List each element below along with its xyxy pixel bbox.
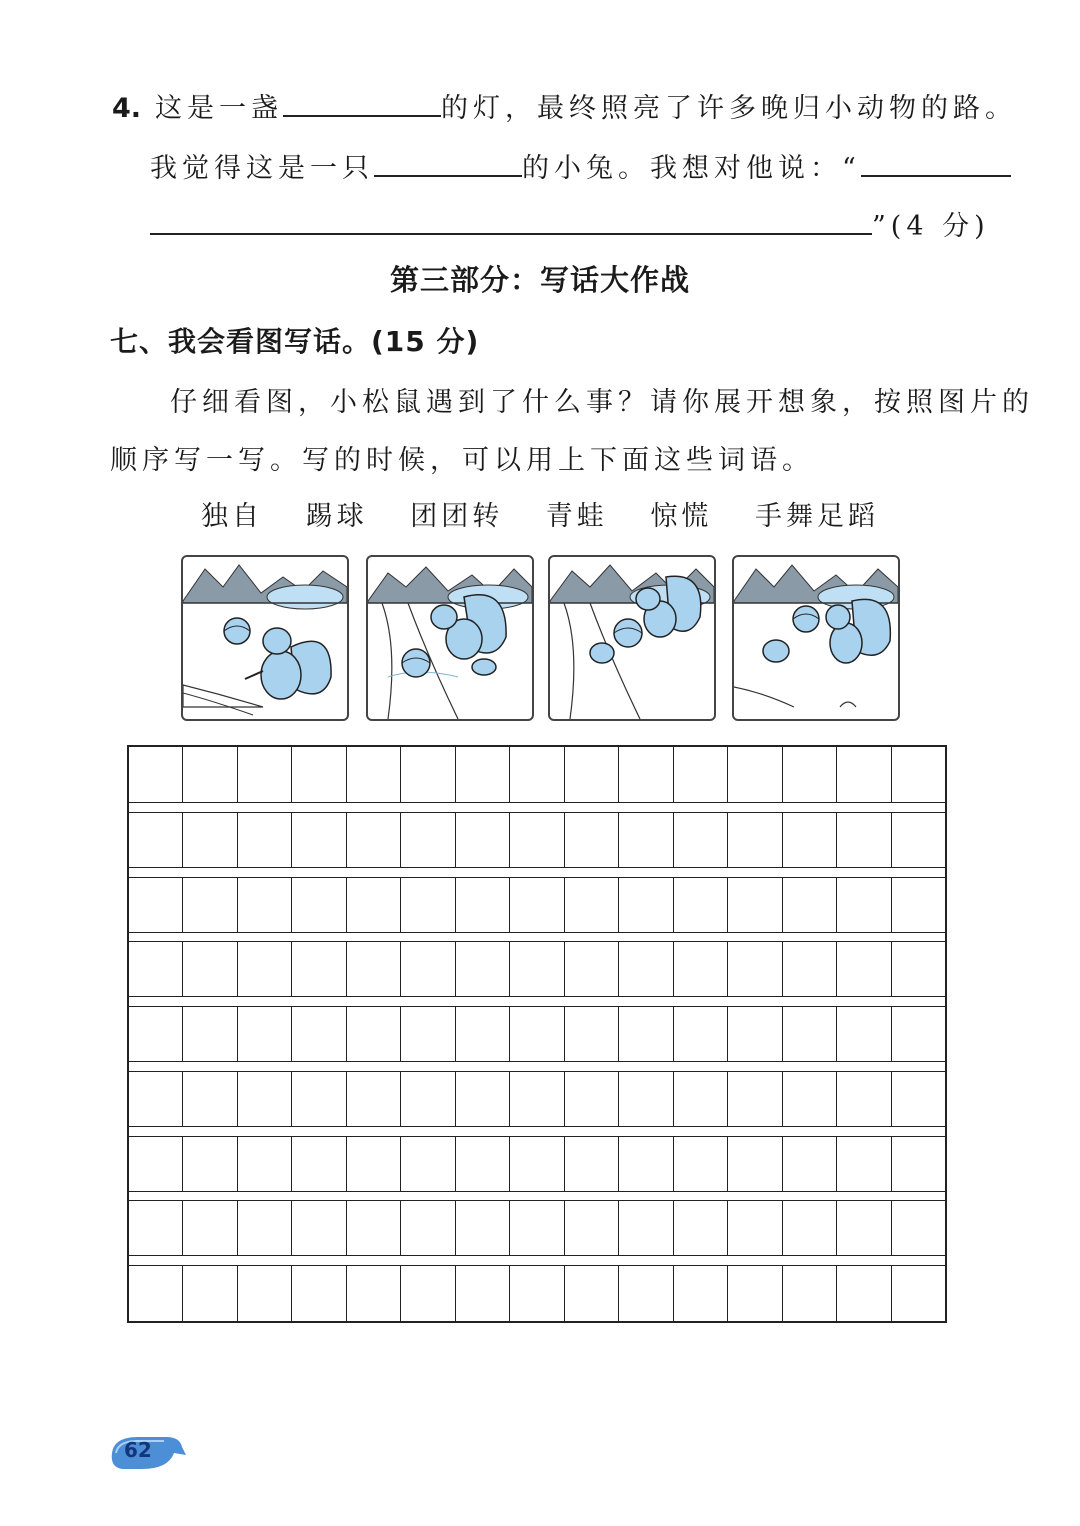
grid-cell[interactable] [347,1007,401,1061]
grid-cell[interactable] [183,1201,237,1255]
grid-cell[interactable] [837,1072,891,1126]
frog-icon [763,640,789,662]
grid-cell[interactable] [238,878,292,932]
grid-cell[interactable] [674,747,728,802]
squirrel-icon [431,605,457,629]
task-title: 七、我会看图写话。(15 分) [110,325,480,358]
grid-row [129,877,945,933]
ball-icon [793,606,819,632]
grid-cell[interactable] [401,747,455,802]
grid-cell[interactable] [674,1072,728,1126]
grid-cell[interactable] [183,878,237,932]
grid-cell[interactable] [292,878,346,932]
grid-cell[interactable] [292,813,346,867]
grid-cell[interactable] [783,1201,837,1255]
grid-cell[interactable] [238,1266,292,1321]
grid-cell[interactable] [892,1201,945,1255]
answer-blank-4[interactable] [150,211,872,235]
grid-cell[interactable] [510,1137,564,1191]
grid-cell[interactable] [183,747,237,802]
grid-cell[interactable] [674,1201,728,1255]
section-title: 第三部分：写话大作战 [389,263,690,297]
grid-cell[interactable] [456,942,510,996]
grid-cell[interactable] [401,813,455,867]
grid-cell[interactable] [292,1266,346,1321]
grid-cell[interactable] [619,942,673,996]
grid-cell[interactable] [728,1072,782,1126]
grid-cell[interactable] [510,1266,564,1321]
grid-row [129,1006,945,1062]
grid-cell[interactable] [129,1266,183,1321]
ball-icon [402,649,430,677]
grid-cell[interactable] [728,1201,782,1255]
grid-cell[interactable] [892,1007,945,1061]
grid-cell[interactable] [783,878,837,932]
grid-cell[interactable] [510,1201,564,1255]
q4-prefix-2: 我觉得这是一只 [150,153,374,184]
grid-cell[interactable] [674,813,728,867]
grid-cell[interactable] [783,747,837,802]
grid-cell[interactable] [892,1266,945,1321]
grid-cell[interactable] [292,1007,346,1061]
grid-row [129,1071,945,1127]
grid-cell[interactable] [456,1266,510,1321]
grid-cell[interactable] [238,1201,292,1255]
grid-cell[interactable] [456,747,510,802]
grid-cell[interactable] [783,1137,837,1191]
grid-cell[interactable] [292,942,346,996]
grid-cell[interactable] [565,878,619,932]
grid-cell[interactable] [401,1072,455,1126]
word-item: 团团转 [410,501,504,532]
grid-cell[interactable] [183,1137,237,1191]
ball-icon [224,618,250,644]
grid-cell[interactable] [892,1072,945,1126]
grid-cell[interactable] [674,942,728,996]
grid-cell[interactable] [129,747,183,802]
grid-cell[interactable] [292,1072,346,1126]
grid-cell[interactable] [401,878,455,932]
frog-icon [472,659,496,675]
grid-cell[interactable] [565,942,619,996]
grid-cell[interactable] [129,813,183,867]
grid-cell[interactable] [728,878,782,932]
grid-cell[interactable] [565,1266,619,1321]
grid-cell[interactable] [565,1137,619,1191]
grid-cell[interactable] [728,1007,782,1061]
grid-cell[interactable] [238,942,292,996]
answer-blank-3[interactable] [861,153,1011,177]
grid-row [129,941,945,997]
grid-cell[interactable] [565,747,619,802]
grid-cell[interactable] [238,1072,292,1126]
frog-icon [590,643,614,663]
word-item: 惊慌 [650,501,713,532]
grid-row [129,1200,945,1256]
squirrel-icon [826,605,850,629]
grid-cell[interactable] [674,878,728,932]
grid-cell[interactable] [510,1072,564,1126]
q4-suffix-1: 的灯，最终照亮了许多晚归小动物的路。 [441,93,1018,124]
grid-cell[interactable] [565,813,619,867]
grid-cell[interactable] [619,1072,673,1126]
grid-cell[interactable] [892,942,945,996]
grid-cell[interactable] [292,1201,346,1255]
question-4-line-2 [150,146,1011,185]
grid-cell[interactable] [510,813,564,867]
answer-blank-1[interactable] [283,93,441,117]
grid-cell[interactable] [129,1137,183,1191]
grid-cell[interactable] [837,1266,891,1321]
writing-grid[interactable] [127,745,947,1323]
grid-cell[interactable] [619,813,673,867]
squirrel-icon [636,588,660,610]
picture-panel-2 [366,555,534,721]
grid-cell[interactable] [129,1201,183,1255]
grid-cell[interactable] [837,1201,891,1255]
grid-cell[interactable] [238,813,292,867]
grid-cell[interactable] [619,1007,673,1061]
q4-middle-2: 的小兔。我想对他说：“ [522,153,861,184]
grid-cell[interactable] [129,1072,183,1126]
grid-cell[interactable] [456,1137,510,1191]
task-instruction-line-1: 仔细看图，小松鼠遇到了什么事？请你展开想象，按照图片的 [170,387,1034,418]
grid-cell[interactable] [129,942,183,996]
grid-cell[interactable] [619,1201,673,1255]
grid-row [129,1136,945,1192]
word-item: 踢球 [305,501,368,532]
grid-cell[interactable] [401,1201,455,1255]
q4-suffix-3: ”(4 分) [872,211,990,242]
grid-cell[interactable] [565,1201,619,1255]
ball-icon [614,619,642,647]
word-item: 青蛙 [545,501,608,532]
grid-cell[interactable] [238,1007,292,1061]
grid-cell[interactable] [837,942,891,996]
grid-cell[interactable] [619,1266,673,1321]
grid-cell[interactable] [510,942,564,996]
grid-cell[interactable] [401,1137,455,1191]
grid-cell[interactable] [347,813,401,867]
grid-cell[interactable] [892,878,945,932]
grid-cell[interactable] [347,878,401,932]
squirrel-icon [263,628,291,654]
grid-cell[interactable] [183,1072,237,1126]
grid-cell[interactable] [892,1137,945,1191]
picture-panel-1 [181,555,349,721]
grid-cell[interactable] [837,1007,891,1061]
grid-cell[interactable] [783,942,837,996]
grid-cell[interactable] [674,1266,728,1321]
grid-cell[interactable] [892,813,945,867]
picture-panel-3 [548,555,716,721]
q4-prefix-1: 这是一盏 [155,93,284,124]
page-number: 62 [124,1438,152,1462]
question-number: 4. [112,93,142,124]
grid-cell[interactable] [292,1137,346,1191]
grid-cell[interactable] [238,1137,292,1191]
task-instruction-line-2: 顺序写一写。写的时候，可以用上下面这些词语。 [110,445,814,476]
grid-cell[interactable] [183,1266,237,1321]
grid-cell[interactable] [892,747,945,802]
grid-cell[interactable] [456,1201,510,1255]
grid-cell[interactable] [837,813,891,867]
grid-cell[interactable] [347,1137,401,1191]
grid-cell[interactable] [347,942,401,996]
grid-cell[interactable] [129,1007,183,1061]
grid-cell[interactable] [401,942,455,996]
grid-cell[interactable] [783,813,837,867]
grid-row [129,747,945,803]
question-4-line-3 [150,204,990,243]
word-item: 手舞足蹈 [754,501,879,532]
grid-cell[interactable] [183,1007,237,1061]
grid-cell[interactable] [728,747,782,802]
grid-cell[interactable] [292,747,346,802]
grid-cell[interactable] [456,813,510,867]
grid-row [129,812,945,868]
grid-cell[interactable] [837,878,891,932]
grid-cell[interactable] [783,1007,837,1061]
grid-cell[interactable] [837,747,891,802]
grid-cell[interactable] [728,813,782,867]
grid-cell[interactable] [783,1266,837,1321]
grid-cell[interactable] [183,942,237,996]
grid-cell[interactable] [619,878,673,932]
grid-cell[interactable] [129,878,183,932]
grid-cell[interactable] [619,747,673,802]
grid-cell[interactable] [238,747,292,802]
grid-cell[interactable] [619,1137,673,1191]
grid-cell[interactable] [183,813,237,867]
grid-cell[interactable] [728,1266,782,1321]
grid-cell[interactable] [728,942,782,996]
answer-blank-2[interactable] [374,153,522,177]
grid-cell[interactable] [674,1007,728,1061]
grid-cell[interactable] [510,1007,564,1061]
grid-cell[interactable] [783,1072,837,1126]
question-4-line-1 [112,86,1017,125]
grid-cell[interactable] [456,878,510,932]
grid-cell[interactable] [456,1007,510,1061]
grid-cell[interactable] [347,1201,401,1255]
grid-cell[interactable] [401,1007,455,1061]
grid-cell[interactable] [728,1137,782,1191]
picture-panel-4 [732,555,900,721]
grid-cell[interactable] [347,1266,401,1321]
word-list [0,494,1080,533]
grid-cell[interactable] [510,878,564,932]
grid-cell[interactable] [401,1266,455,1321]
grid-cell[interactable] [510,747,564,802]
grid-cell[interactable] [674,1137,728,1191]
grid-cell[interactable] [565,1007,619,1061]
grid-cell[interactable] [347,747,401,802]
word-item: 独自 [201,501,264,532]
grid-cell[interactable] [347,1072,401,1126]
grid-row [129,1265,945,1321]
grid-cell[interactable] [837,1137,891,1191]
grid-cell[interactable] [565,1072,619,1126]
grid-cell[interactable] [456,1072,510,1126]
